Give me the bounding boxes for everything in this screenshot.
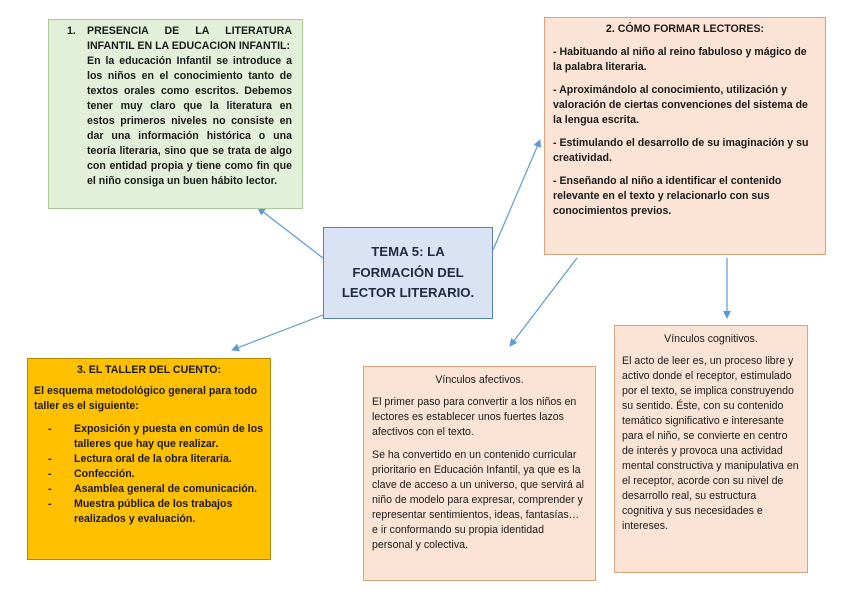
taller-del-cuento-box [27, 358, 271, 560]
list-item: - Muestra pública de los trabajos realizados y evaluación. [48, 498, 233, 526]
list-item: - Asamblea general de comunicación. [48, 483, 258, 496]
central-title: TEMA 5: LA FORMACIÓN DEL LECTOR LITERARIO. [341, 244, 475, 301]
formar-item: - Enseñando al niño a identificar el contenido relevante en el texto y relacionarlo con sus conocimientos previos. [553, 175, 782, 218]
vinculos-afectivos-box [363, 366, 596, 581]
arrow-to-afectivos [510, 258, 577, 346]
formar-title: 2. CÓMO FORMAR LECTORES: [605, 23, 765, 35]
taller-title: 3. EL TALLER DEL CUENTO: [76, 364, 221, 376]
section-number: 1. [67, 25, 76, 37]
como-formar-lectores-box [544, 17, 826, 255]
arrow-to-literatura [258, 208, 323, 258]
taller-list [34, 422, 264, 527]
arrow-to-formar [493, 140, 540, 250]
taller-intro: El esquema metodológico general para todo taller es el siguiente: [34, 385, 258, 413]
afectivos-paragraph: Se ha convertido en un contenido curricular prioritario en Educación Infantil, ya que es la clave de acceso a un universo, que servirá al niño de modelo para expresar, comprender y representar sentimientos, ideas, fantasías… e ir conformando su propia identidad personal y colectiva. [372, 449, 584, 552]
literatura-title: PRESENCIA DE LA LITERATURA INFANTIL EN LA EDUCACION INFANTIL: [87, 25, 292, 53]
list-item: - Confección. [48, 468, 135, 481]
afectivos-paragraph: El primer paso para convertir a los niños en lectores es establecer unos fuertes lazos afectivos con el texto. [372, 396, 577, 439]
list-item: - Lectura oral de la obra literaria. [48, 453, 232, 466]
cognitivos-paragraph: El acto de leer es, un proceso libre y activo donde el receptor, estimulado por el texto, se implica construyendo su sentido. Éste, con su contenido temático significativo e interesante para el niño, se convierte en centro de interés y provoca una actividad mental constructiva y manipulativa en el receptor, acorde con su nivel de desarrollo real, su estructura cognitiva y sus necesidades e intereses. [622, 355, 799, 533]
list-item: - Exposición y puesta en común de los talleres que hay que realizar. [48, 423, 263, 451]
vinculos-cognitivos-box [614, 325, 808, 573]
formar-item: - Aproximándolo al conocimiento, utilización y valoración de ciertas convenciones del sistema de la lengua escrita. [553, 84, 808, 127]
formar-item: - Estimulando el desarrollo de su imaginación y su creatividad. [553, 137, 809, 165]
formar-item: - Habituando al niño al reino fabuloso y mágico de la palabra literaria. [553, 46, 807, 74]
arrow-to-taller [232, 315, 323, 350]
literatura-infantil-box [48, 19, 303, 209]
cognitivos-title: Vínculos cognitivos. [664, 333, 758, 345]
literatura-body: En la educación Infantil se introduce a los niños en el conocimiento tanto de textos orales como escritos. Debemos tener muy claro que la literatura en estos primeros niveles no consiste en dar una información histórica o una teoría literaria, sino que se trata de algo con entidad propia y tiene como fin que el niño consiga un buen hábito lector. [87, 55, 292, 188]
afectivos-title: Vínculos afectivos. [435, 374, 524, 386]
central-topic-box [323, 227, 493, 319]
